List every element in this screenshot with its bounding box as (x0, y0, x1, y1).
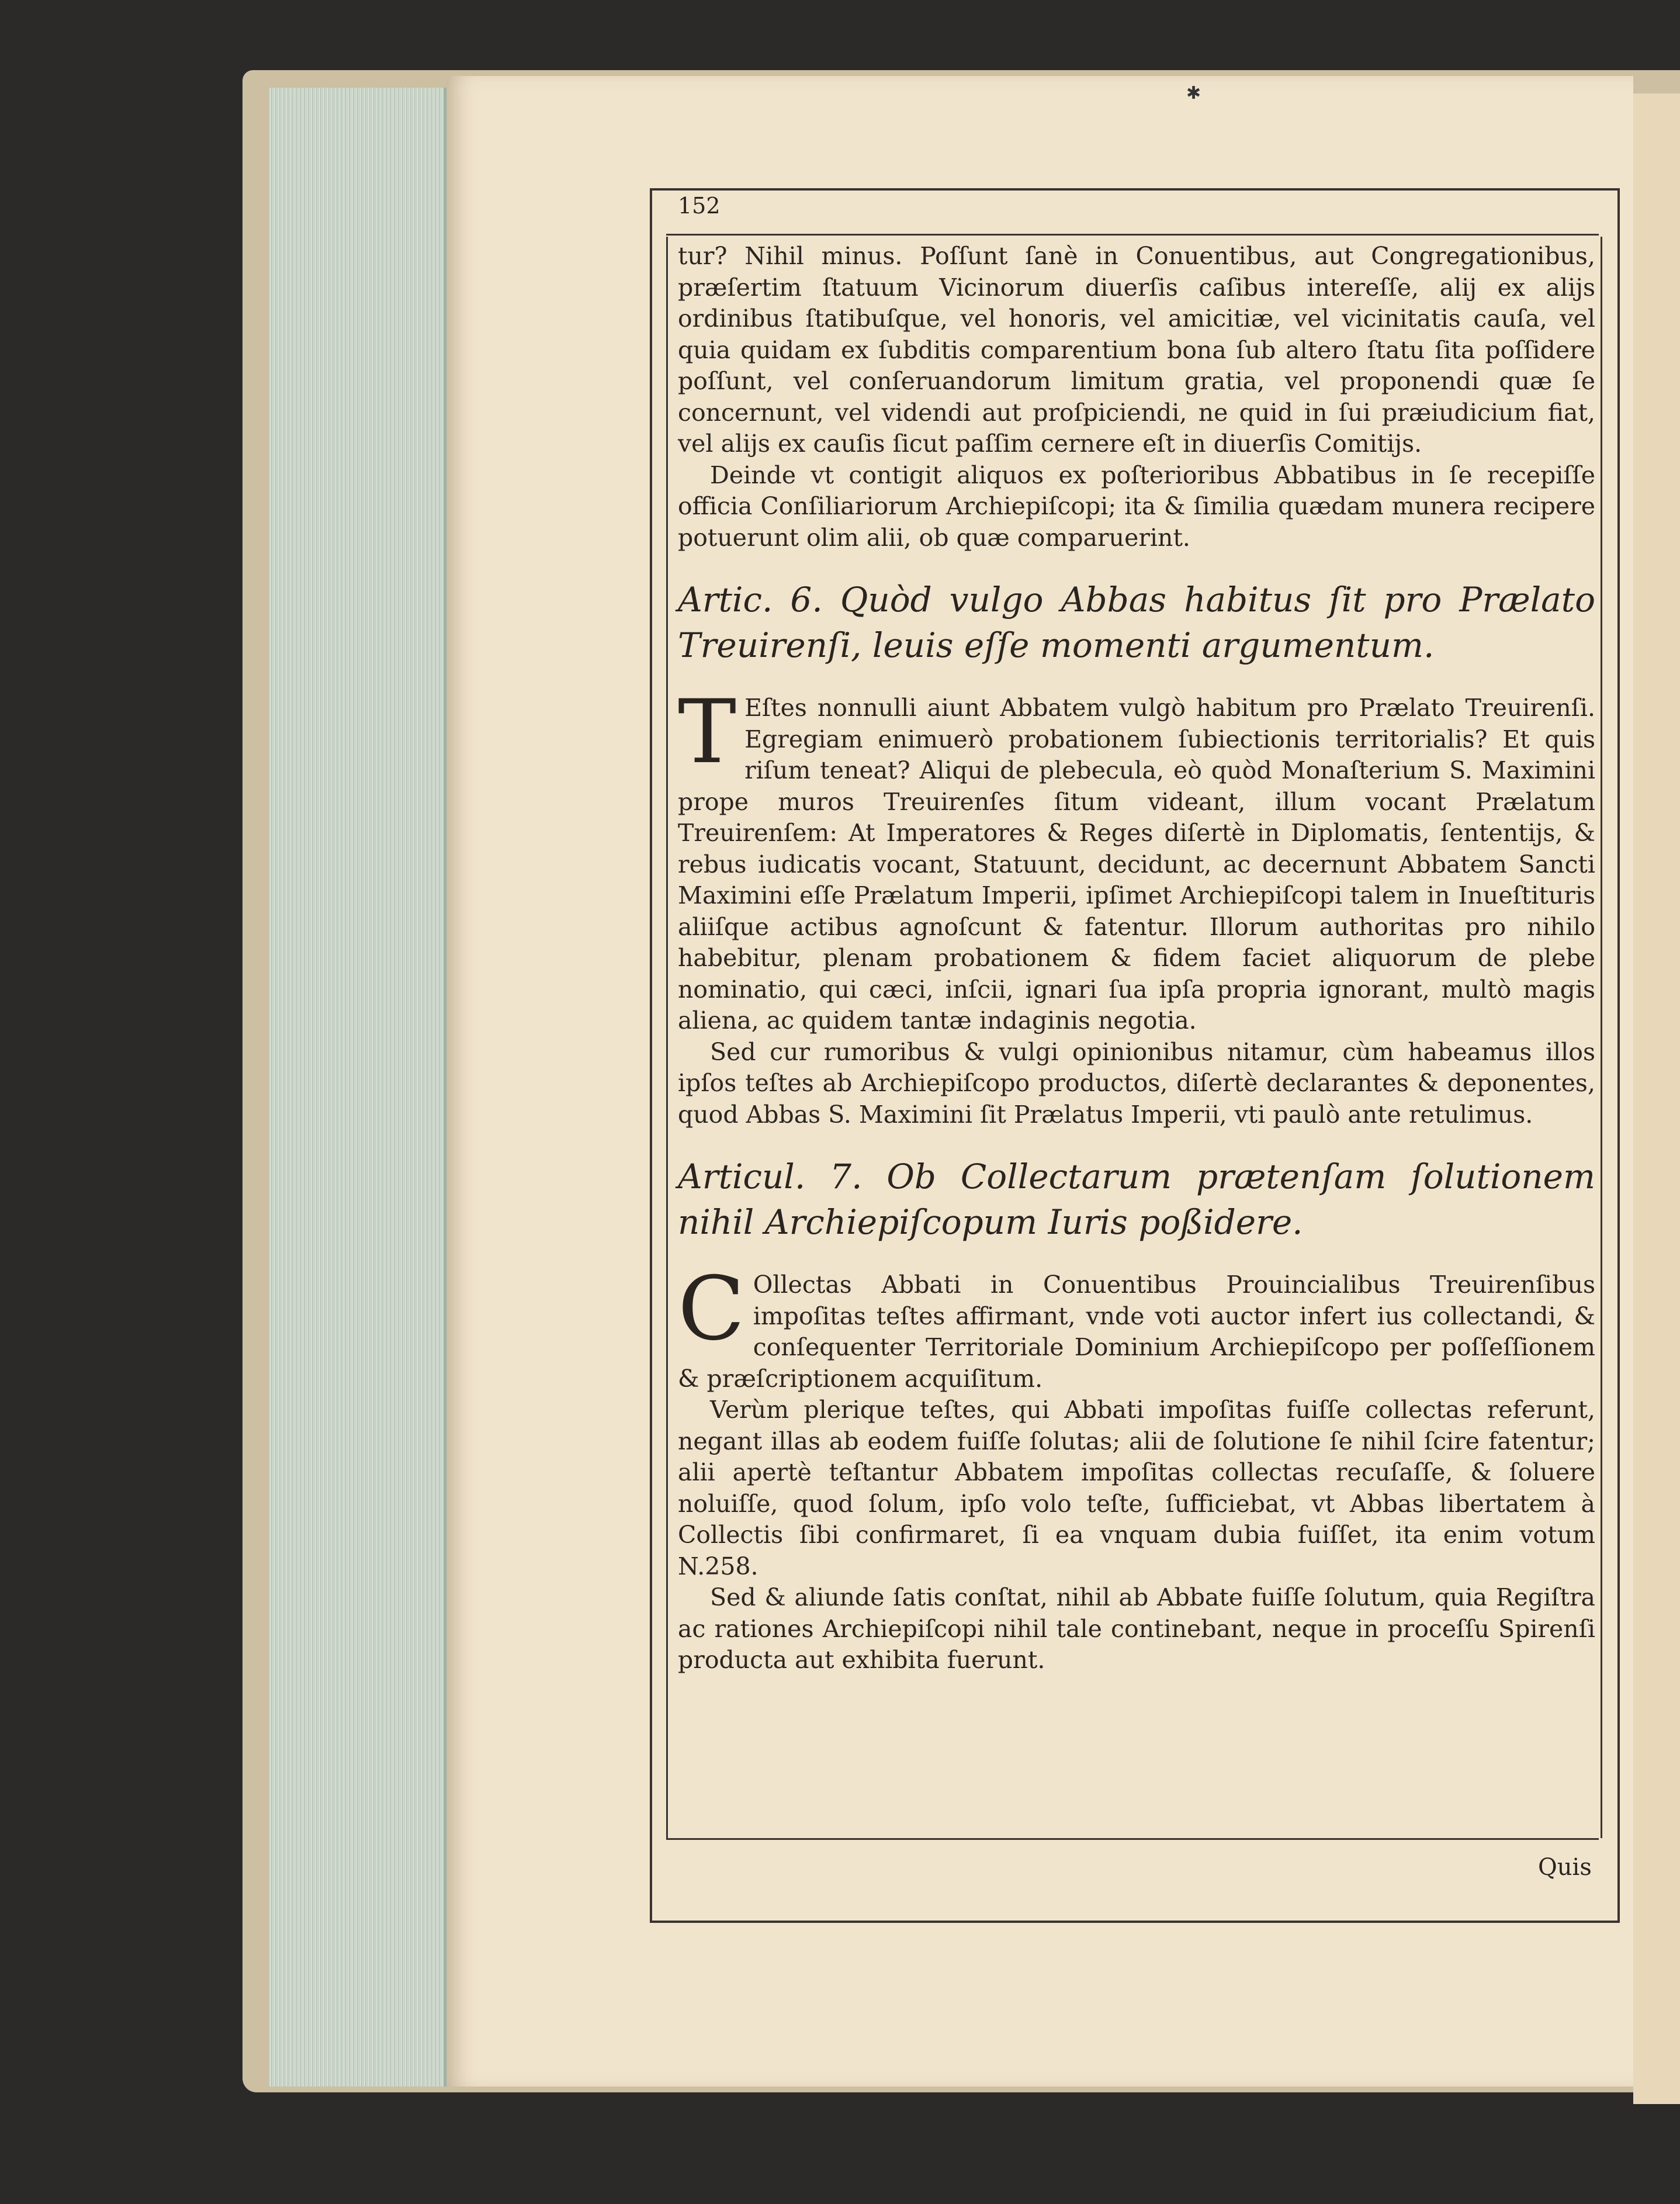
page-edges (269, 88, 446, 2087)
page-number: 152 (678, 193, 721, 219)
article-7-paragraph-3: Sed & aliunde ſatis conſtat, nihil ab Abbate fuiſſe ſolutum, quia Regiſtra ac rationes Archiepiſcopi nihil tale continebant, neque in proceſſu Spirenſi producta aut exhibita fuerunt. (678, 1583, 1595, 1674)
article-7-heading: Articul. 7. Ob Collectarum prætenſam ſolutionem nihil Archiepiſcopum Iuris poßidere. (678, 1157, 1595, 1242)
article-6-paragraph-2: Sed cur rumoribus & vulgi opinionibus nitamur, cùm habeamus illos ipſos teſtes ab Archiepiſcopo productos, diſertè declarantes & deponentes, quod Abbas S. Maximini ſit Prælatus Imperii, vti paulò ante retulimus. (678, 1037, 1595, 1129)
article-7-paragraph (678, 1258, 1595, 1395)
ornament-mark: ✱ (1186, 83, 1201, 103)
header-rule (666, 234, 1599, 236)
article-6-paragraph (678, 681, 1595, 1037)
footer-rule (666, 1838, 1599, 1840)
facing-page-edge (1633, 94, 1680, 2104)
article-6-heading: Artic. 6. Quòd vulgo Abbas habitus ſit pro Prælato Treuirenſi, leuis eſſe momenti argumentum. (678, 580, 1595, 665)
article-7-paragraph-text: Ollectas Abbati in Conuentibus Prouincialibus Treuirenſibus impoſitas teſtes affirmant, vnde voti auctor infert ius collectandi, & conſequenter Territoriale Dominium Archiepiſcopo per poſſeſſionem & præſcriptionem acquiſitum. (678, 1271, 1595, 1393)
continuation-paragraph: tur? Nihil minus. Poſſunt ſanè in Conuentibus, aut Congregationibus, præſertim ſtatuum Vicinorum diuerſis caſibus intereſſe, alij ex alijs ordinibus ſtatibuſque, vel honoris, vel amicitiæ, vel vicinitatis cauſa, vel quia quidam ex ſubditis comparentium bona ſub altero ſtatu ſita poſſidere poſſunt, vel conſeruandorum limitum gratia, vel proponendi quæ ſe concernunt, vel videndi aut proſpiciendi, ne quid in ſui præiudicium fiat, vel alijs ex cauſis ſicut paſſim cernere eſt in diuerſis Comitijs. (678, 242, 1595, 458)
paragraph: Deinde vt contigit aliquos ex poſterioribus Abbatibus in ſe recepiſſe officia Conſiliariorum Archiepiſcopi; ita & ſimilia quædam munera recipere potuerunt olim alii, ob quæ comparuerint. (678, 461, 1595, 552)
dropcap-c: C (678, 1258, 745, 1360)
article-6-paragraph-text: Eſtes nonnulli aiunt Abbatem vulgò habitum pro Prælato Treuirenſi. Egregiam enimuerò probationem ſubiectionis territorialis? Et quis riſum teneat? Aliqui de plebecula, eò quòd Monaſterium S. Maximini prope muros Treuirenſes ſitum videant, illum vocant Prælatum Treuirenſem: At Imperatores & Reges diſertè in Diplomatis, ſententijs, & rebus iudicatis vocant, Statuunt, decidunt, ac decernunt Abbatem Sancti Maximini eſſe Prælatum Imperii, ipſimet Archiepiſcopi talem in Inueſtituris aliiſque actibus agnoſcunt & fatentur. Illorum authoritas pro nihilo habebitur, plenam probationem & fidem faciet aliquorum de plebe nominatio, qui cæci, inſcii, ignari ſua ipſa propria ignorant, multò magis aliena, ac quidem tantæ indaginis negotia. (678, 694, 1595, 1034)
dropcap-t: T (678, 681, 737, 783)
text-block (678, 241, 1595, 1676)
article-7-paragraph-2: Verùm plerique teſtes, qui Abbati impoſitas fuiſſe collectas referunt, negant illas ab eodem fuiſſe ſolutas; alii de ſolutione ſe nihil ſcire fatentur; alii apertè teſtantur Abbatem impoſitas collectas recuſaſſe, & ſoluere noluiſſe, quod ſolum, ipſo volo teſte, ſufficiebat, vt Abbas libertatem à Collectis ſibi confirmaret, ſi ea vnquam dubia fuiſſet, ita enim votum N.258. (678, 1396, 1595, 1580)
catchword: Quis (1538, 1854, 1592, 1881)
